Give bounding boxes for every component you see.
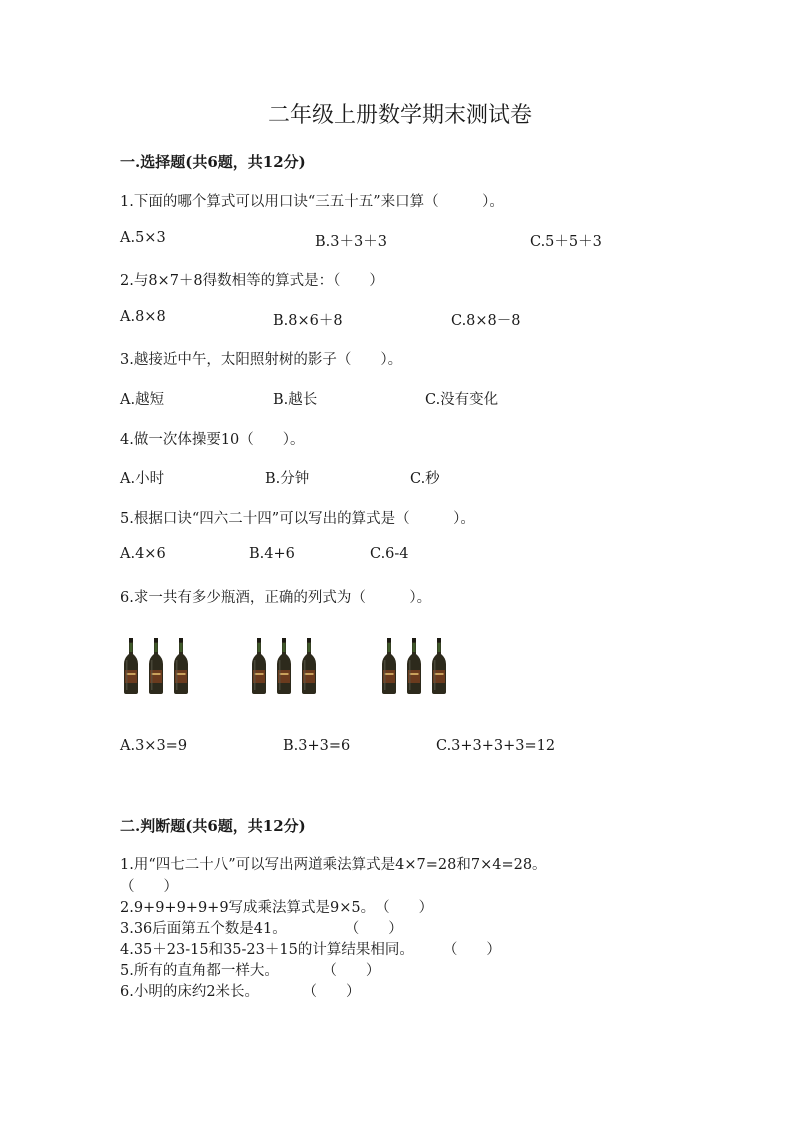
section-2-heading: 二.判断题(共6题，共12分) [120,817,306,835]
q3-option-c: C.没有变化 [425,392,499,408]
question-4: 4.做一次体操要10（ ）。 [120,432,305,448]
q4-option-b: B.分钟 [265,471,310,487]
q4-option-c: C.秒 [410,471,440,487]
q3-option-a: A.越短 [120,392,165,408]
q1-option-c: C.5＋5＋3 [530,234,602,250]
judge-item-4: 4.35＋23-15和35-23＋15的计算结果相同。 （ ） [120,942,501,958]
judge-item-3: 3.36后面第五个数是41。 （ ） [120,921,403,937]
question-3: 3.越接近中午，太阳照射树的影子（ ）。 [120,352,403,368]
bottle-icon [301,638,317,694]
q2-option-a: A.8×8 [120,309,166,325]
judge-item-5: 5.所有的直角都一样大。 （ ） [120,963,381,979]
question-2: 2.与8×7＋8得数相等的算式是：（ ） [120,273,384,289]
question-1: 1.下面的哪个算式可以用口诀“三五十五”来口算（ ）。 [120,194,504,210]
q1-option-a: A.5×3 [120,230,166,246]
bottle-icon [431,638,447,694]
q5-option-b: B.4+6 [249,546,295,562]
bottle-icon [123,638,139,694]
q4-option-a: A.小时 [120,471,165,487]
q6-option-c: C.3+3+3+3=12 [436,738,556,754]
bottle-icon [251,638,267,694]
bottle-icon [148,638,164,694]
q5-option-a: A.4×6 [120,546,166,562]
q2-option-c: C.8×8－8 [451,313,521,329]
section-1-heading: 一.选择题(共6题，共12分) [120,153,306,171]
bottle-icon [276,638,292,694]
q6-option-b: B.3+3=6 [283,738,351,754]
q6-option-a: A.3×3=9 [120,738,188,754]
bottle-icon [381,638,397,694]
question-6: 6.求一共有多少瓶酒，正确的列式为（ ）。 [120,590,432,606]
question-5: 5.根据口诀“四六二十四”可以写出的算式是（ ）。 [120,511,475,527]
judge-item-1: 1.用“四七二十八”可以写出两道乘法算式是4×7=28和7×4=28。 [120,857,547,873]
q3-option-b: B.越长 [273,392,318,408]
bottle-icon [173,638,189,694]
judge-item-1-blank: （ ） [120,879,178,895]
judge-item-6: 6.小明的床约2米长。 （ ） [120,984,361,1000]
q5-option-c: C.6-4 [370,546,409,562]
q2-option-b: B.8×6＋8 [273,313,343,329]
bottle-icon [406,638,422,694]
q1-option-b: B.3＋3＋3 [315,234,387,250]
page-title: 二年级上册数学期末测试卷 [267,103,532,128]
judge-item-2: 2.9+9+9+9+9写成乘法算式是9×5。 （ ） [120,900,434,916]
